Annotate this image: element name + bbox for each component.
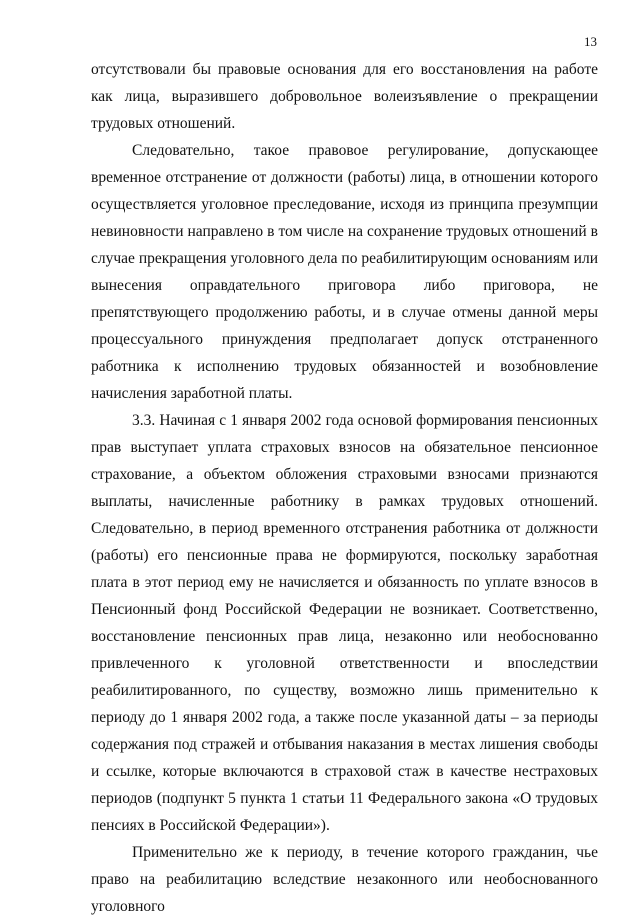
paragraph-continuation: отсутствовали бы правовые основания для его восстановления на работе как лица, выразившего добровольное волеизъявление о прекращении трудовых отношений. [91, 61, 598, 132]
document-body [91, 56, 598, 920]
page-number: 13 [584, 34, 597, 49]
paragraph-pension-rights: 3.3. Начиная с 1 января 2002 года основой формирования пенсионных прав выступает уплата страховых взносов на обязательное пенсионное страхование, а объектом обложения страховыми взносами признаются выплаты, начисленные работнику в рамках трудовых отношений. Следовательно, в период временного отстранения работника от должности (работы) его пенсионные права не формируются, поскольку заработная плата в этот период ему не начисляется и обязанность по уплате взносов в Пенсионный фонд Российской Федерации не возникает. Соответственно, восстановление пенсионных прав лица, незаконно или необоснованно привлеченного к уголовной ответственности и впоследствии реабилитированного, по существу, возможно лишь применительно к периоду до 1 января 2002 года, а также после указанной даты – за периоды содержания под стражей и отбывания наказания в местах лишения свободы и ссылке, которые включаются в страховой стаж в качестве нестраховых периодов (подпункт 5 пункта 1 статьи 11 Федерального закона «О трудовых пенсиях в Российской Федерации»). [91, 412, 598, 834]
paragraph-regulation: Следовательно, такое правовое регулирование, допускающее временное отстранение от должности (работы) лица, в отношении которого осуществляется уголовное преследование, исходя из принципа презумпции невиновности направлено в том числе на сохранение трудовых отношений в случае прекращения уголовного дела по реабилитирующим основаниям или вынесения оправдательного приговора либо приговора, не препятствующего продолжению работы, и в случае отмены данной меры процессуального принуждения предполагает допуск отстраненного работника к исполнению трудовых обязанностей и возобновление начисления заработной платы. [91, 142, 598, 402]
paragraph-rehabilitation: Применительно же к периоду, в течение которого гражданин, чье право на реабилитацию вследствие незаконного или необоснованного уголовного [91, 844, 598, 915]
